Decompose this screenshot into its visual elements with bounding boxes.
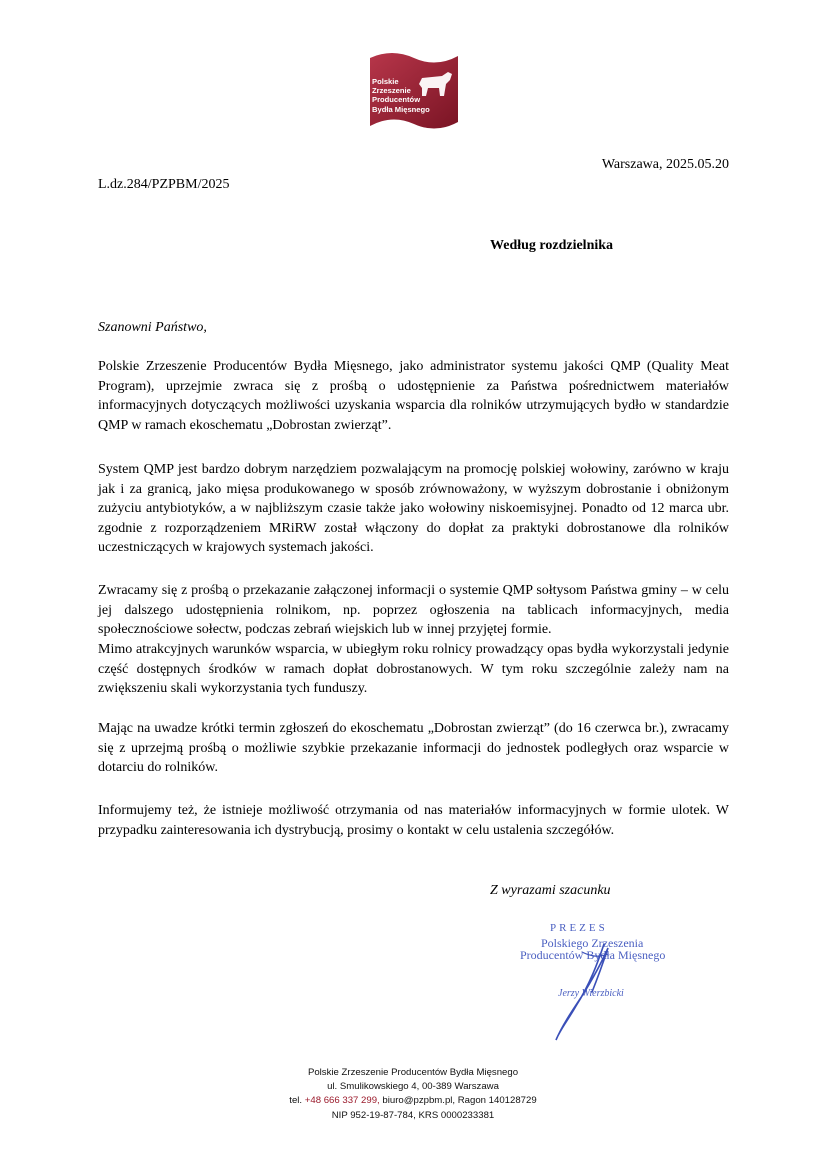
logo-text — [372, 77, 452, 114]
closing: Z wyrazami szacunku — [490, 883, 611, 898]
reference-number: L.dz.284/PZPBM/2025 — [98, 177, 230, 192]
body-paragraph: Mimo atrakcyjnych warunków wsparcia, w ubiegłym roku rolnicy prowadzący opas bydła wykorzystali jedynie część dostępnych środków w ramach dopłat dobrostanowych. W tym roku szczególnie zależy nam na zwiększeniu skali wykorzystania tych funduszy. — [98, 642, 729, 696]
stamp-line: Producentów Bydła Mięsnego — [520, 948, 666, 962]
place-date: Warszawa, 2025.05.20 — [601, 157, 729, 172]
body-paragraph: Informujemy też, że istnieje możliwość otrzymania od nas materiałów informacyjnych w formie ulotek. W przypadku zainteresowania ich dystrybucją, prosimy o kontakt w celu ustalenia szczegółów. — [98, 803, 729, 838]
body-paragraph: Zwracamy się z prośbą o przekazanie załączonej informacji o systemie QMP sołtysom Państwa gminy – w celu jej dalszego udostępnienia rolnikom, np. poprzez ogłoszenia na tablicach informacyjnych, media społecznościowe sołectw, podczas zebrań wiejskich lub w innej przyjętej formie. — [98, 583, 729, 637]
body-paragraph: Polskie Zrzeszenie Producentów Bydła Mięsnego, jako administrator systemu jakości QMP (Quality Meat Program), uprzejmie zwraca się z prośbą o udostępnienie za Państwa pośrednictwem materiałów informacyjnych dotyczących możliwości uzyskania wsparcia dla rolników utrzymujących bydło w standardzie QMP w ramach ekoschematu „Dobrostan zwierząt”. — [98, 359, 729, 433]
body-paragraph: System QMP jest bardzo dobrym narzędziem pozwalającym na promocję polskiej wołowiny, zarówno w kraju jak i za granicą, jako mięsa produkowanego w sposób zrównoważony, w wyższym dobrostanie i obniżonym zużyciu antybiotyków, a w najbliższym czasie także jako wołowiny niskoemisyjnej. Ponadto od 12 marca ubr. zgodnie z rozporządzeniem MRiRW został włączony do dopłat za praktyki dobrostanowe dla rolników uczestniczących w krajowych systemach jakości. — [98, 462, 729, 555]
recipient: Według rozdzielnika — [490, 238, 614, 253]
stamp-name: Jerzy Wierzbicki — [558, 988, 624, 999]
stamp-line: Polskiego Zrzeszenia — [541, 936, 644, 950]
logo-line: Polskie — [372, 77, 399, 86]
salutation: Szanowni Państwo, — [98, 320, 207, 335]
logo-line: Bydła Mięsnego — [372, 104, 430, 114]
footer-contact — [263, 1094, 563, 1108]
footer-address: ul. Smulikowskiego 4, 00-389 Warszawa — [327, 1081, 499, 1093]
footer — [263, 1066, 563, 1123]
handwritten-signature — [512, 922, 662, 1044]
stamp-title: PREZES — [550, 922, 608, 934]
logo-line: Zrzeszenie — [372, 86, 411, 96]
footer-tel-label: tel. — [289, 1095, 303, 1107]
signature-stamp — [512, 922, 666, 1044]
logo-line: Producentów — [372, 95, 421, 105]
footer-phone[interactable]: +48 666 337 299, — [304, 1095, 380, 1107]
footer-email-ragon[interactable]: biuro@pzpbm.pl, Ragon 140128729 — [382, 1095, 537, 1107]
organization-logo — [362, 44, 462, 140]
footer-org: Polskie Zrzeszenie Producentów Bydła Mięsnego — [307, 1067, 519, 1078]
body-paragraph: Mając na uwadze krótki termin zgłoszeń do ekoschematu „Dobrostan zwierząt” (do 16 czerwca br.), zwracamy się z uprzejmą prośbą o możliwie szybkie przekazanie informacji do jednostek podległych oraz wsparcie w dotarciu do rolników. — [98, 721, 729, 775]
footer-nip-krs: NIP 952-19-87-784, KRS 0000233381 — [331, 1109, 495, 1121]
